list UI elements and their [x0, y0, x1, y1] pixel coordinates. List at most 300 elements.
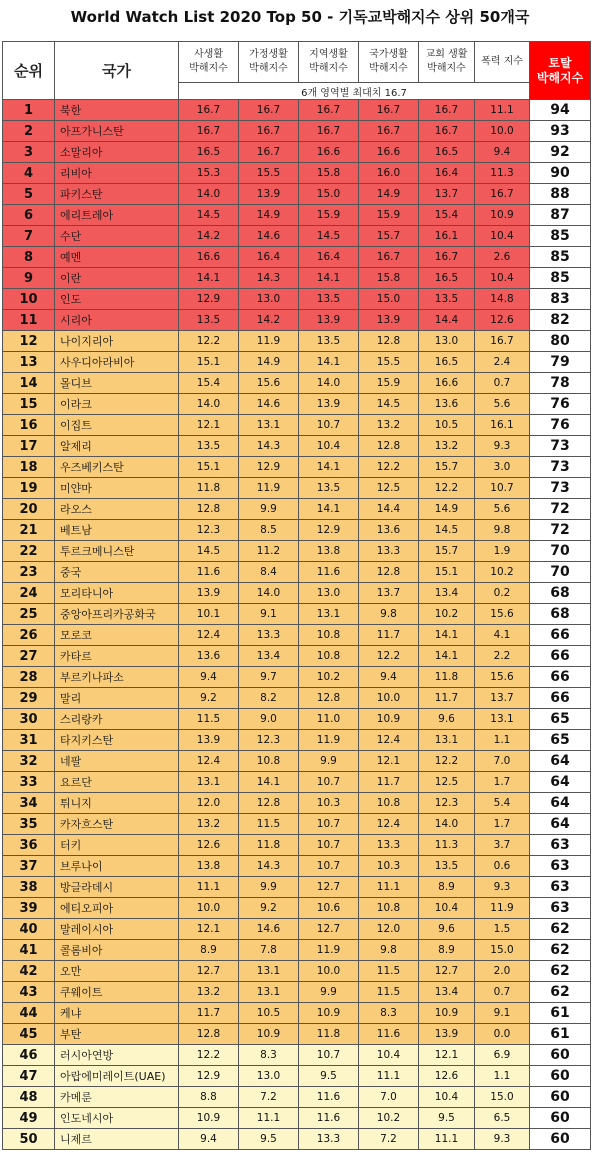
rank-cell: 44 — [3, 1003, 55, 1024]
score-cell: 11.6 — [179, 562, 239, 583]
rank-cell: 21 — [3, 520, 55, 541]
country-cell: 모리타니아 — [55, 583, 179, 604]
score-cell: 14.8 — [475, 289, 530, 310]
score-cell: 13.1 — [475, 709, 530, 730]
score-cell: 14.1 — [239, 772, 299, 793]
score-cell: 2.2 — [475, 646, 530, 667]
table-row — [3, 541, 591, 562]
score-cell: 10.4 — [299, 436, 359, 457]
score-cell: 7.2 — [239, 1087, 299, 1108]
total-cell: 68 — [530, 583, 591, 604]
score-cell: 3.7 — [475, 835, 530, 856]
score-cell: 16.6 — [179, 247, 239, 268]
table-row — [3, 268, 591, 289]
total-cell: 73 — [530, 478, 591, 499]
score-cell: 13.9 — [179, 730, 239, 751]
score-cell: 16.1 — [475, 415, 530, 436]
score-cell: 10.9 — [239, 1024, 299, 1045]
score-cell: 14.1 — [299, 352, 359, 373]
score-cell: 16.4 — [419, 163, 475, 184]
church-life-header: 교회 생활 박해지수 — [419, 42, 475, 83]
score-cell: 0.2 — [475, 583, 530, 604]
table-row — [3, 226, 591, 247]
score-cell: 12.9 — [179, 289, 239, 310]
score-cell: 16.5 — [179, 142, 239, 163]
country-cell: 우즈베키스탄 — [55, 457, 179, 478]
score-cell: 9.8 — [475, 520, 530, 541]
score-cell: 13.1 — [239, 415, 299, 436]
rank-cell: 4 — [3, 163, 55, 184]
rank-cell: 41 — [3, 940, 55, 961]
score-cell: 10.0 — [359, 688, 419, 709]
total-cell: 76 — [530, 394, 591, 415]
rank-cell: 9 — [3, 268, 55, 289]
rank-cell: 25 — [3, 604, 55, 625]
score-cell: 9.0 — [239, 709, 299, 730]
rank-cell: 17 — [3, 436, 55, 457]
table-row — [3, 163, 591, 184]
persecution-table — [2, 41, 591, 1150]
score-cell: 12.2 — [359, 457, 419, 478]
score-cell: 13.3 — [239, 625, 299, 646]
score-cell: 9.4 — [179, 667, 239, 688]
score-cell: 12.9 — [299, 520, 359, 541]
rank-cell: 42 — [3, 961, 55, 982]
score-cell: 15.1 — [179, 457, 239, 478]
score-cell: 13.7 — [359, 583, 419, 604]
score-cell: 7.2 — [359, 1129, 419, 1150]
score-cell: 11.1 — [419, 1129, 475, 1150]
score-cell: 10.9 — [299, 1003, 359, 1024]
table-row — [3, 499, 591, 520]
score-cell: 13.3 — [359, 541, 419, 562]
score-cell: 11.8 — [299, 1024, 359, 1045]
max-note: 6개 영역별 최대치 16.7 — [179, 83, 530, 100]
score-cell: 16.7 — [419, 247, 475, 268]
score-cell: 14.1 — [419, 646, 475, 667]
score-cell: 15.0 — [299, 184, 359, 205]
score-cell: 10.8 — [299, 646, 359, 667]
country-cell: 투르크메니스탄 — [55, 541, 179, 562]
total-cell: 85 — [530, 226, 591, 247]
total-cell: 65 — [530, 709, 591, 730]
total-cell: 62 — [530, 919, 591, 940]
total-cell: 61 — [530, 1024, 591, 1045]
total-cell: 63 — [530, 877, 591, 898]
score-cell: 11.9 — [299, 940, 359, 961]
country-cell: 이란 — [55, 268, 179, 289]
score-cell: 12.0 — [179, 793, 239, 814]
score-cell: 13.0 — [239, 289, 299, 310]
country-cell: 오만 — [55, 961, 179, 982]
table-row — [3, 646, 591, 667]
total-cell: 70 — [530, 541, 591, 562]
rank-cell: 13 — [3, 352, 55, 373]
score-cell: 10.0 — [475, 121, 530, 142]
total-cell: 63 — [530, 835, 591, 856]
score-cell: 10.7 — [299, 415, 359, 436]
score-cell: 16.7 — [475, 331, 530, 352]
score-cell: 10.3 — [359, 856, 419, 877]
score-cell: 11.6 — [299, 562, 359, 583]
score-cell: 11.5 — [239, 814, 299, 835]
score-cell: 13.8 — [299, 541, 359, 562]
table-row — [3, 1087, 591, 1108]
total-cell: 62 — [530, 961, 591, 982]
score-cell: 9.4 — [475, 142, 530, 163]
rank-cell: 32 — [3, 751, 55, 772]
table-row — [3, 772, 591, 793]
score-cell: 13.4 — [419, 583, 475, 604]
score-cell: 10.8 — [239, 751, 299, 772]
score-cell: 10.9 — [179, 1108, 239, 1129]
score-cell: 16.6 — [359, 142, 419, 163]
table-row — [3, 352, 591, 373]
table-row — [3, 982, 591, 1003]
score-cell: 13.6 — [419, 394, 475, 415]
country-cell: 타지키스탄 — [55, 730, 179, 751]
score-cell: 15.3 — [179, 163, 239, 184]
score-cell: 16.5 — [419, 268, 475, 289]
rank-cell: 19 — [3, 478, 55, 499]
score-cell: 12.8 — [239, 793, 299, 814]
country-cell: 말레이시아 — [55, 919, 179, 940]
score-cell: 13.5 — [299, 478, 359, 499]
rank-cell: 15 — [3, 394, 55, 415]
table-row — [3, 478, 591, 499]
score-cell: 8.2 — [239, 688, 299, 709]
score-cell: 11.5 — [359, 961, 419, 982]
table-row — [3, 604, 591, 625]
score-cell: 10.0 — [299, 961, 359, 982]
score-cell: 13.9 — [239, 184, 299, 205]
score-cell: 2.4 — [475, 352, 530, 373]
total-cell: 72 — [530, 520, 591, 541]
score-cell: 9.4 — [179, 1129, 239, 1150]
country-cell: 스리랑카 — [55, 709, 179, 730]
score-cell: 10.2 — [359, 1108, 419, 1129]
table-row — [3, 205, 591, 226]
rank-cell: 24 — [3, 583, 55, 604]
table-row — [3, 142, 591, 163]
rank-cell: 48 — [3, 1087, 55, 1108]
score-cell: 0.7 — [475, 373, 530, 394]
rank-cell: 33 — [3, 772, 55, 793]
violence-header: 폭력 지수 — [475, 42, 530, 83]
score-cell: 12.8 — [359, 331, 419, 352]
private-life-header: 사생활 박해지수 — [179, 42, 239, 83]
total-cell: 62 — [530, 982, 591, 1003]
total-cell: 68 — [530, 604, 591, 625]
rank-cell: 36 — [3, 835, 55, 856]
country-cell: 부탄 — [55, 1024, 179, 1045]
rank-cell: 8 — [3, 247, 55, 268]
score-cell: 14.2 — [179, 226, 239, 247]
score-cell: 8.8 — [179, 1087, 239, 1108]
score-cell: 13.3 — [359, 835, 419, 856]
score-cell: 14.3 — [239, 856, 299, 877]
score-cell: 12.8 — [299, 688, 359, 709]
score-cell: 13.5 — [299, 289, 359, 310]
total-cell: 76 — [530, 415, 591, 436]
rank-cell: 29 — [3, 688, 55, 709]
score-cell: 16.7 — [419, 121, 475, 142]
country-cell: 말리 — [55, 688, 179, 709]
score-cell: 9.9 — [239, 499, 299, 520]
rank-cell: 5 — [3, 184, 55, 205]
table-row — [3, 835, 591, 856]
score-cell: 16.7 — [299, 121, 359, 142]
rank-cell: 39 — [3, 898, 55, 919]
score-cell: 13.3 — [299, 1129, 359, 1150]
score-cell: 9.5 — [239, 1129, 299, 1150]
score-cell: 16.5 — [419, 352, 475, 373]
table-row — [3, 730, 591, 751]
country-cell: 카타르 — [55, 646, 179, 667]
score-cell: 3.0 — [475, 457, 530, 478]
score-cell: 10.7 — [299, 835, 359, 856]
score-cell: 13.4 — [419, 982, 475, 1003]
country-cell: 브루나이 — [55, 856, 179, 877]
country-cell: 쿠웨이트 — [55, 982, 179, 1003]
score-cell: 14.4 — [359, 499, 419, 520]
score-cell: 11.9 — [299, 730, 359, 751]
score-cell: 15.6 — [239, 373, 299, 394]
score-cell: 11.6 — [299, 1087, 359, 1108]
table-row — [3, 310, 591, 331]
table-row — [3, 1129, 591, 1150]
score-cell: 9.3 — [475, 436, 530, 457]
total-cell: 73 — [530, 457, 591, 478]
score-cell: 9.9 — [239, 877, 299, 898]
score-cell: 6.5 — [475, 1108, 530, 1129]
total-cell: 83 — [530, 289, 591, 310]
score-cell: 0.6 — [475, 856, 530, 877]
country-cell: 몰디브 — [55, 373, 179, 394]
score-cell: 9.8 — [359, 940, 419, 961]
score-cell: 12.7 — [299, 919, 359, 940]
total-cell: 85 — [530, 247, 591, 268]
header-row — [3, 42, 591, 83]
score-cell: 14.9 — [359, 184, 419, 205]
score-cell: 14.4 — [419, 310, 475, 331]
score-cell: 13.6 — [359, 520, 419, 541]
country-cell: 시리아 — [55, 310, 179, 331]
score-cell: 16.7 — [419, 100, 475, 121]
score-cell: 11.6 — [299, 1108, 359, 1129]
score-cell: 11.1 — [179, 877, 239, 898]
score-cell: 14.5 — [299, 226, 359, 247]
score-cell: 14.6 — [239, 394, 299, 415]
country-cell: 카메룬 — [55, 1087, 179, 1108]
country-cell: 인도네시아 — [55, 1108, 179, 1129]
family-life-header: 가정생활 박해지수 — [239, 42, 299, 83]
score-cell: 9.3 — [475, 1129, 530, 1150]
score-cell: 11.8 — [239, 835, 299, 856]
score-cell: 9.2 — [239, 898, 299, 919]
country-cell: 베트남 — [55, 520, 179, 541]
score-cell: 9.6 — [419, 709, 475, 730]
score-cell: 12.4 — [179, 751, 239, 772]
score-cell: 2.0 — [475, 961, 530, 982]
table-row — [3, 961, 591, 982]
page-title: World Watch List 2020 Top 50 - 기독교박해지수 상위 50개국 — [70, 8, 530, 26]
score-cell: 11.9 — [239, 331, 299, 352]
table-row — [3, 331, 591, 352]
score-cell: 9.7 — [239, 667, 299, 688]
score-cell: 16.7 — [239, 100, 299, 121]
score-cell: 13.4 — [239, 646, 299, 667]
rank-cell: 31 — [3, 730, 55, 751]
table-row — [3, 751, 591, 772]
table-row — [3, 856, 591, 877]
score-cell: 9.3 — [475, 877, 530, 898]
score-cell: 12.2 — [419, 751, 475, 772]
country-cell: 요르단 — [55, 772, 179, 793]
score-cell: 12.9 — [239, 457, 299, 478]
total-cell: 62 — [530, 940, 591, 961]
rank-cell: 26 — [3, 625, 55, 646]
country-cell: 파키스탄 — [55, 184, 179, 205]
score-cell: 15.8 — [299, 163, 359, 184]
score-cell: 13.1 — [179, 772, 239, 793]
country-cell: 이집트 — [55, 415, 179, 436]
score-cell: 15.1 — [419, 562, 475, 583]
country-cell: 사우디아라비아 — [55, 352, 179, 373]
rank-cell: 20 — [3, 499, 55, 520]
country-cell: 에리트레아 — [55, 205, 179, 226]
score-cell: 12.7 — [299, 877, 359, 898]
score-cell: 12.8 — [179, 1024, 239, 1045]
table-row — [3, 415, 591, 436]
score-cell: 11.7 — [179, 1003, 239, 1024]
score-cell: 12.3 — [239, 730, 299, 751]
score-cell: 1.5 — [475, 919, 530, 940]
total-cell: 94 — [530, 100, 591, 121]
score-cell: 12.3 — [419, 793, 475, 814]
score-cell: 12.9 — [179, 1066, 239, 1087]
score-cell: 11.1 — [359, 877, 419, 898]
score-cell: 15.7 — [419, 457, 475, 478]
score-cell: 14.9 — [419, 499, 475, 520]
rank-cell: 22 — [3, 541, 55, 562]
country-cell: 예멘 — [55, 247, 179, 268]
score-cell: 13.9 — [299, 310, 359, 331]
rank-cell: 18 — [3, 457, 55, 478]
total-cell: 66 — [530, 688, 591, 709]
score-cell: 10.4 — [359, 1045, 419, 1066]
score-cell: 0.7 — [475, 982, 530, 1003]
country-cell: 아랍에미레이트(UAE) — [55, 1066, 179, 1087]
table-row — [3, 121, 591, 142]
score-cell: 11.5 — [179, 709, 239, 730]
score-cell: 12.2 — [179, 331, 239, 352]
total-header: 토탈 박해지수 — [530, 42, 591, 100]
total-cell: 64 — [530, 772, 591, 793]
table-row — [3, 562, 591, 583]
country-cell: 방글라데시 — [55, 877, 179, 898]
score-cell: 16.1 — [419, 226, 475, 247]
score-cell: 8.4 — [239, 562, 299, 583]
score-cell: 5.6 — [475, 499, 530, 520]
score-cell: 10.4 — [419, 1087, 475, 1108]
score-cell: 13.9 — [299, 394, 359, 415]
score-cell: 8.5 — [239, 520, 299, 541]
score-cell: 13.1 — [239, 982, 299, 1003]
country-cell: 이라크 — [55, 394, 179, 415]
country-cell: 니제르 — [55, 1129, 179, 1150]
score-cell: 9.9 — [299, 982, 359, 1003]
table-row — [3, 919, 591, 940]
total-cell: 72 — [530, 499, 591, 520]
score-cell: 13.9 — [419, 1024, 475, 1045]
score-cell: 12.4 — [359, 814, 419, 835]
score-cell: 5.6 — [475, 394, 530, 415]
country-cell: 수단 — [55, 226, 179, 247]
country-cell: 알제리 — [55, 436, 179, 457]
score-cell: 13.9 — [179, 583, 239, 604]
score-cell: 9.1 — [475, 1003, 530, 1024]
rank-cell: 40 — [3, 919, 55, 940]
rank-cell: 23 — [3, 562, 55, 583]
score-cell: 12.4 — [179, 625, 239, 646]
score-cell: 13.2 — [179, 982, 239, 1003]
score-cell: 13.1 — [239, 961, 299, 982]
rank-cell: 46 — [3, 1045, 55, 1066]
table-row — [3, 100, 591, 121]
score-cell: 12.7 — [179, 961, 239, 982]
score-cell: 11.5 — [359, 982, 419, 1003]
country-cell: 리비아 — [55, 163, 179, 184]
score-cell: 16.7 — [475, 184, 530, 205]
rank-cell: 43 — [3, 982, 55, 1003]
score-cell: 8.9 — [179, 940, 239, 961]
score-cell: 15.7 — [359, 226, 419, 247]
score-cell: 14.0 — [419, 814, 475, 835]
total-cell: 85 — [530, 268, 591, 289]
table-row — [3, 625, 591, 646]
table-row — [3, 898, 591, 919]
score-cell: 12.2 — [359, 646, 419, 667]
score-cell: 10.7 — [299, 1045, 359, 1066]
total-cell: 70 — [530, 562, 591, 583]
score-cell: 15.5 — [359, 352, 419, 373]
score-cell: 9.5 — [419, 1108, 475, 1129]
total-cell: 63 — [530, 898, 591, 919]
score-cell: 11.2 — [239, 541, 299, 562]
rank-cell: 11 — [3, 310, 55, 331]
score-cell: 12.6 — [179, 835, 239, 856]
total-cell: 64 — [530, 814, 591, 835]
national-life-header: 국가생활 박해지수 — [359, 42, 419, 83]
score-cell: 14.0 — [239, 583, 299, 604]
score-cell: 7.8 — [239, 940, 299, 961]
score-cell: 15.4 — [419, 205, 475, 226]
score-cell: 10.9 — [419, 1003, 475, 1024]
rank-cell: 1 — [3, 100, 55, 121]
score-cell: 10.4 — [419, 898, 475, 919]
score-cell: 13.0 — [299, 583, 359, 604]
score-cell: 10.2 — [475, 562, 530, 583]
score-cell: 10.0 — [179, 898, 239, 919]
score-cell: 11.6 — [359, 1024, 419, 1045]
score-cell: 12.6 — [419, 1066, 475, 1087]
score-cell: 13.1 — [299, 604, 359, 625]
score-cell: 11.7 — [419, 688, 475, 709]
score-cell: 15.0 — [359, 289, 419, 310]
score-cell: 11.3 — [475, 163, 530, 184]
score-cell: 13.9 — [359, 310, 419, 331]
